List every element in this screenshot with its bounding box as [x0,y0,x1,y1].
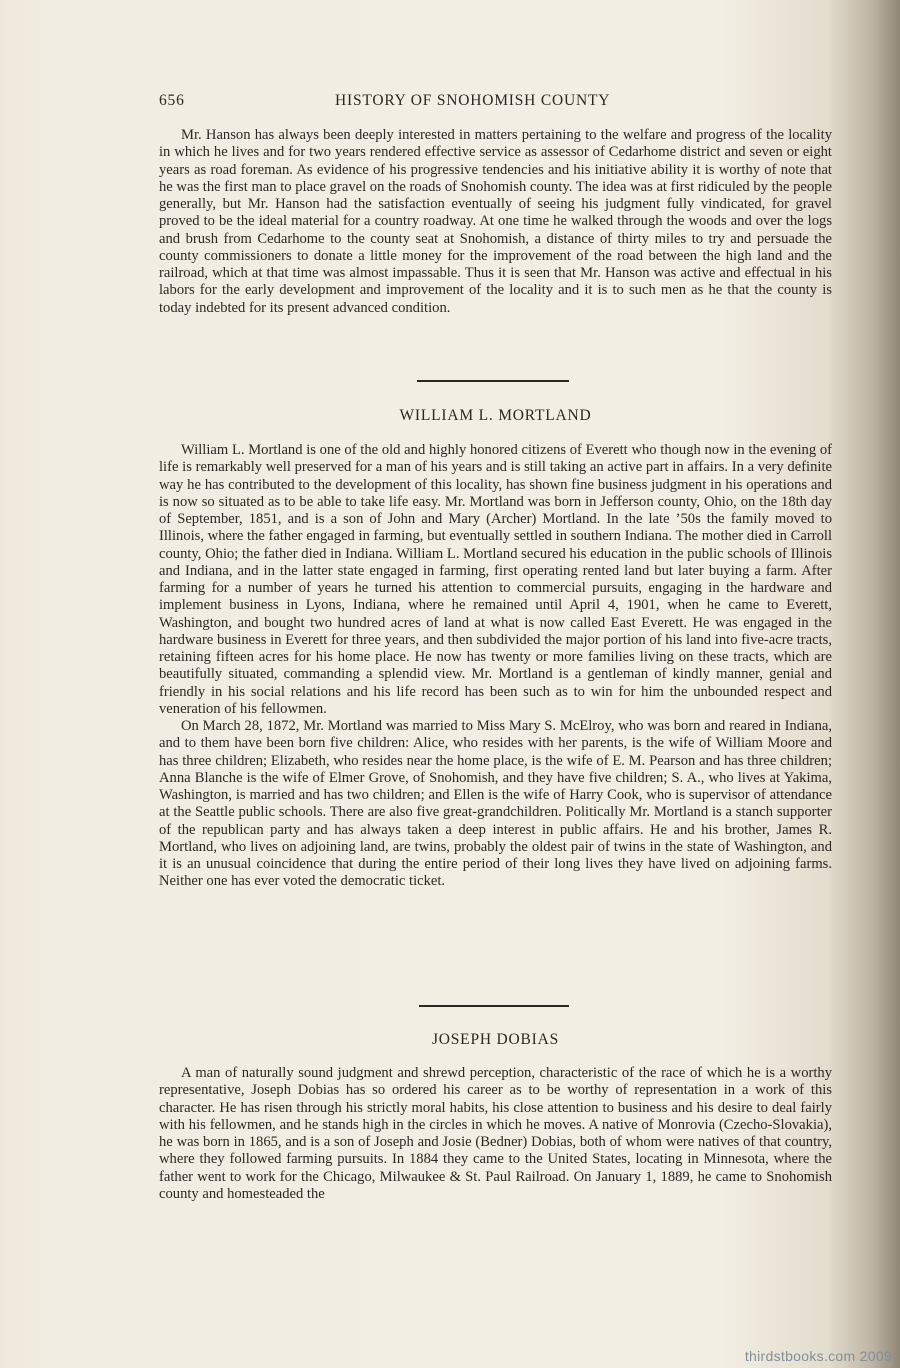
paragraph: William L. Mortland is one of the old and highly honored citizens of Everett who though now in the evening of life is remarkably well preserved for a man of his years and is still taking an active part in affairs. In a very definite way he has contributed to the development of this locality, has shown fine business judgment in his operations and is now so situated as to be able to take life easy. Mr. Mortland was born in Jefferson county, Ohio, on the 18th day of September, 1851, and is a son of John and Mary (Archer) Mortland. In the late ’50s the family moved to Illinois, where the father engaged in farming, but eventually settled in southern Indiana. The mother died in Carroll county, Ohio; the father died in Indiana. William L. Mortland secured his education in the public schools of Illinois and Indiana, and in the latter state engaged in farming, first operating rented land but later buying a farm. After farming for a number of years he turned his attention to commercial pursuits, engaging in the hardware and implement business in Lyons, Indiana, where he remained until April 4, 1901, when he came to Everett, Washington, and bought two hundred acres of land at what is now called East Everett. He was engaged in the hardware business in Everett for three years, and then subdivided the major portion of his land into five-acre tracts, retaining fifteen acres for his home place. He now has twenty or more families living on these tracts, which are beautifully situated, commanding a splendid view. Mr. Mortland is a gentleman of kindly manner, genial and friendly in his social relations and his life record has been such as to win for him the unbounded respect and veneration of his fellowmen. [159,442,832,717]
hanson-section [159,127,832,317]
paragraph: A man of naturally sound judgment and shrewd perception, characteristic of the race of which he is a worthy representative, Joseph Dobias has so ordered his career as to be worthy of representation in a work of this character. He has risen through his strictly moral habits, his close attention to business and his desire to deal fairly with his fellowmen, and he stands high in the circles in which he moves. A native of Monrovia (Czecho-Slovakia), he was born in 1865, and is a son of Joseph and Josie (Bedner) Dobias, both of whom were natives of that country, where they followed farming pursuits. In 1884 they came to the United States, locating in Minnesota, where the father went to work for the Chicago, Milwaukee & St. Paul Railroad. On January 1, 1889, he came to Snohomish county and homesteaded the [159,1065,832,1202]
paragraph: On March 28, 1872, Mr. Mortland was married to Miss Mary S. McElroy, who was born and reared in Indiana, and to them have been born five children: Alice, who resides with her parents, is the wife of William Moore and has three children; Elizabeth, who resides near the home place, is the wife of E. M. Pearson and has three children; Anna Blanche is the wife of Elmer Grove, of Snohomish, and they have five children; S. A., who lives at Yakima, Washington, is married and has two children; and Ellen is the wife of Harry Cook, who is supervisor of attendance at the Seattle public schools. There are also five great-grandchildren. Politically Mr. Mortland is a stanch supporter of the republican party and has always taken a deep interest in public affairs. He and his brother, James R. Mortland, who lives on adjoining land, are twins, probably the oldest pair of twins in the state of Washington, and it is an unusual coincidence that during the entire period of their long lives they have lived on adjoining farms. Neither one has ever voted the democratic ticket. [159,718,832,890]
section-divider [419,1005,569,1007]
running-head [159,92,832,112]
book-title: HISTORY OF SNOHOMISH COUNTY [335,92,611,109]
page-number: 656 [159,92,185,109]
section-heading-mortland: WILLIAM L. MORTLAND [399,407,592,424]
section-heading-dobias: JOSEPH DOBIAS [431,1031,560,1048]
watermark: thirdstbooks.com 2009 [744,1348,892,1364]
paragraph: Mr. Hanson has always been deeply interested in matters pertaining to the welfare and progress of the locality in which he lives and for two years rendered effective service as assessor of Cedarhome district and seven or eight years as road foreman. As evidence of his progressive tendencies and his initiative ability it is worthy of note that he was the first man to place gravel on the roads of Snohomish county. The idea was at first ridiculed by the people generally, but Mr. Hanson had the satisfaction eventually of seeing his judgment fully vindicated, for gravel proved to be the ideal material for a country roadway. At one time he walked through the woods and over the logs and brush from Cedarhome to the county seat at Snohomish, a distance of thirty miles to try and persuade the county commissioners to donate a little money for the improvement of the road between the high land and the railroad, which at that time was almost impassable. Thus it is seen that Mr. Hanson was active and effectual in his labors for the early development and improvement of the locality and it is to such men as he that the county is today indebted for its present advanced condition. [159,127,832,316]
mortland-section [159,442,832,891]
dobias-section [159,1065,832,1203]
section-divider [417,380,569,382]
